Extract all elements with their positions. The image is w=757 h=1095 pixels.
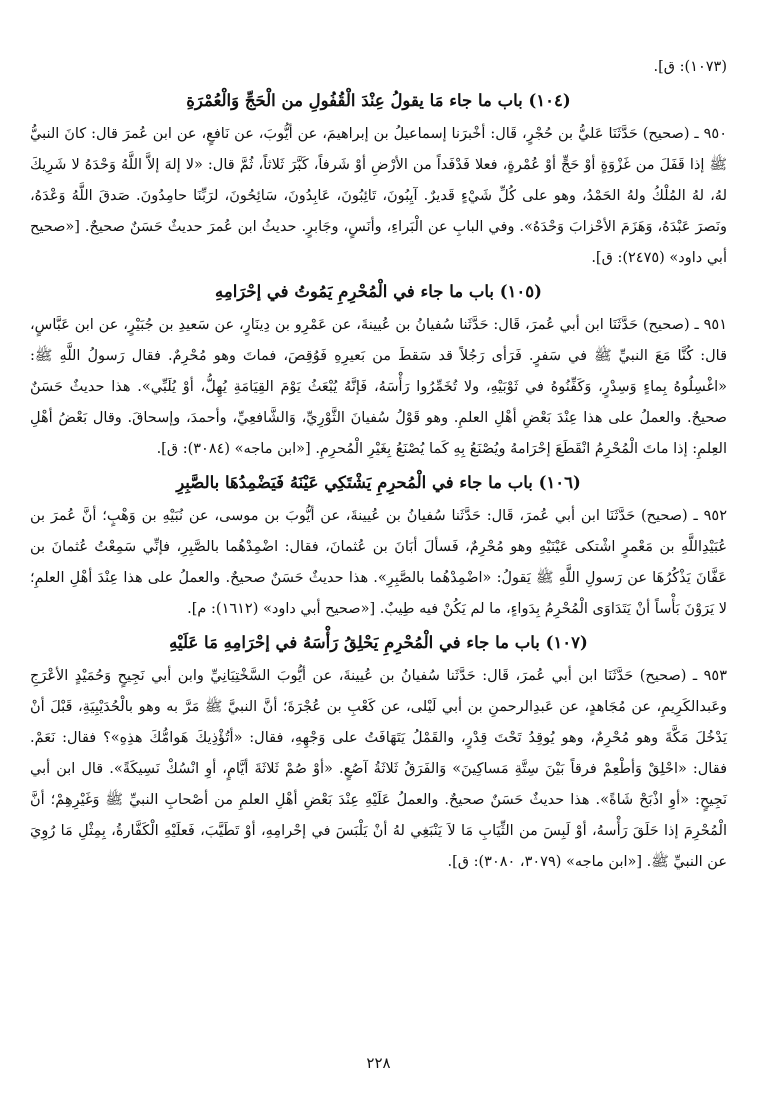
page-number: ٢٢٨ [366,1054,391,1072]
chapter-heading-106: (١٠٦) باب ما جاء في الْمُحرِمِ يَشْتَكِي عَيْنَهُ فَيَضْمِدُهَا بالصَّبِرِ [176,473,581,492]
hadith-953: ٩٥٣ ـ (صحيح) حَدَّثَنَا ابن أبي عُمرَ، قَال: حَدَّثَنا سُفيانُ بن عُيينةَ، عن أيُّوبَ السَّخْتِيَانِيِّ وابن أبي نَجِيحٍ وَحُمَيْدٍ الأعْرَجِ وعَبدالكَرِيمِ، عن مُجَاهدٍ، عن عَبدِالرحمنِ بن أبي لَيْلى، عن كَعْبِ بن عُجْرَةَ؛ أنَّ النبيَّ ﷺ مَرَّ به وهو بالْحُدَيْبِيَةِ، قَبْلَ أنْ يَدْخُلَ مَكَّةَ وهو مُحْرِمٌ، وهو يُوقِدُ تَحْتَ قِدْرٍ، والقَمْلُ يَتَهَافَتُ على وَجْهِهِ، فقال: «أتُؤْذِيكَ هَوامُّكَ هذِهِ»؟ فقال: نَعَمْ. فقال: «احْلِقْ وَأطْعِمْ فرقاً بَيْنَ سِتَّةِ مَساكِينَ» وَالفَرَقُ ثَلاثَةُ آصُعٍ. «أوْ صُمْ ثَلاثَةَ أيَّامٍ، أوِ انْسُكْ نَسِيكَةً». قال ابن أبي نَجِيحٍ: «أوِ اذْبَحْ شَاةً». هذا حديثٌ حَسَنٌ صحيحٌ. والعملُ عَلَيْهِ عِنْدَ بَعْضِ أهْلِ العلمِ من أصْحابِ النبيِّ ﷺ وَغَيْرِهِمْ؛ أنَّ الْمُحْرِمَ إذا حَلَقَ رَأْسهُ، أوْ لَبِسَ من الثِّيَابِ مَا لاَ يَنْبَغِي لهُ أنْ يَلْبَسَ في إحْرامِهِ، أوْ تَطَيَّبَ، فَعلَيْهِ الْكَفَّارةُ، بِمِثْلِ مَا رُوِيَ عن النبيِّ ﷺ. [«ابن ماجه» (٣٠٧٩، ٣٠٨٠): ق]. [30,668,727,870]
carryover-reference: (١٠٧٣): ق]. [653,59,727,75]
chapter-heading-104: (١٠٤) باب ما جاء مَا يقولُ عِنْدَ الْقُفُولِ من الْحَجِّ وَالْعُمْرَةِ [186,91,571,110]
hadith-950: ٩٥٠ ـ (صحيح) حَدَّثَنَا عَليُّ بن حُجْرٍ، قَال: أخْبرَنا إسماعيلُ بن إبراهيمَ، عن أيُّوبَ، عن نَافعٍ، عن ابن عُمرَ قال: كانَ النبيُّ ﷺ إذا قَفَلَ من غَزْوَةٍ أوْ حَجٍّ أوْ عُمْرةٍ، فعلا فَدْفَداً من الأرْضِ أوْ شَرفاً، كَبَّرَ ثَلاثاً، ثُمَّ قال: «لا إلهَ إلاَّ اللَّهُ وَحْدَهُ لا شَرِيكَ لهُ، لهُ المُلْكُ ولهُ الحَمْدُ، وهو على كُلِّ شَيْءٍ قَديرٌ. آيِبُونَ، تَائِبُونَ، عَابِدُونَ، سَائِحُونَ، لرَبِّنَا حامِدُونَ. صَدقَ اللَّهُ وَعْدَهُ، ونَصرَ عَبْدَهُ، وَهَزَمَ الأحْزابَ وَحْدَهُ». وفي البابِ عن الْبَراءِ، وأنَسٍ، وجَابرٍ. حديثُ ابن عُمرَ حديثٌ حَسَنٌ صحيحٌ. [«صحيح أبي داود» (٢٤٧٥): ق]. [30,126,727,266]
chapter-heading-107: (١٠٧) باب ما جاء في الْمُحْرِمِ يَحْلِقُ رَأْسَهُ في إحْرَامِهِ مَا عَلَيْهِ [169,633,588,652]
chapter-heading-105: (١٠٥) باب ما جاء في الْمُحْرِمِ يَمُوتُ في إحْرَامِهِ [215,282,542,301]
book-page [30,52,727,878]
hadith-951: ٩٥١ ـ (صحيح) حَدَّثَنَا ابن أبي عُمرَ، قَال: حَدَّثَنا سُفيانُ بن عُيينةَ، عن عَمْرِو بن دِينَارٍ، عن سَعيدِ بن جُبَيْرٍ، عن ابن عَبَّاسٍ، قال: كُنَّا مَعَ النبيِّ ﷺ في سَفرٍ. فَرَأى رَجُلاً قد سَقطَ من بَعيرِهِ فَوُقِصَ، فماتَ وهو مُحْرِمٌ. فقال رَسولُ اللَّهِ ﷺ: «اغْسِلُوهُ بِماءٍ وَسِدْرٍ، وَكَفِّنُوهُ في ثَوْبَيْهِ، ولا تُخَمِّرُوا رَأْسَهُ، فَإنَّهُ يُبْعَثُ يَوْمَ القِيَامَةِ يُهِلُّ، أوْ يُلَبِّي». هذا حديثٌ حَسَنٌ صحيحٌ. والعملُ على هذا عِنْدَ بَعْضِ أهْلِ العلمِ. وهو قَوْلُ سُفيانَ الثَّوْرِيِّ، وَالشَّافعِيِّ، وأحمدَ، وإسحاقَ. وقال بَعْضُ أهْلِ العِلمِ: إذا ماتَ الْمُحْرِمُ انْقَطَعَ إحْرَامهُ ويُصْنَعُ بِهِ كَما يُصْنَعُ بِغَيْرِ الْمُحرِمِ. [«ابن ماجه» (٣٠٨٤): ق]. [30,317,727,457]
hadith-952: ٩٥٢ ـ (صحيح) حَدَّثَنَا ابن أبي عُمرَ، قَال: حَدَّثَنا سُفيانُ بن عُيينةَ، عن أيُّوبَ بن موسى، عن نُبَيْهِ بن وَهْبٍ؛ أنَّ عُمرَ بن عُبَيْدِاللَّهِ بن مَعْمرٍ اشْتكى عَيْنَيْهِ وهو مُحْرِمٌ، فَسألَ أبَانَ بن عُثمانَ، فقال: اضْمِدْهُما بالصَّبِرِ، فإنِّي سَمِعْتُ عُثمانَ بن عَفَّانَ يَذْكُرُهَا عن رَسولِ اللَّهِ ﷺ يَقولُ: «اضْمِدْهُما بالصَّبِرِ». هذا حديثٌ حَسَنٌ صحيحٌ. والعملُ على هذا عِنْدَ أهْلِ العلمِ؛ لا يَرَوْنَ بَأْساً أنْ يَتَدَاوَى الْمُحْرِمُ بِدَواءٍ، ما لم يَكُنْ فيه طِيبٌ. [«صحيح أبي داود» (١٦١٢): م]. [30,508,727,617]
